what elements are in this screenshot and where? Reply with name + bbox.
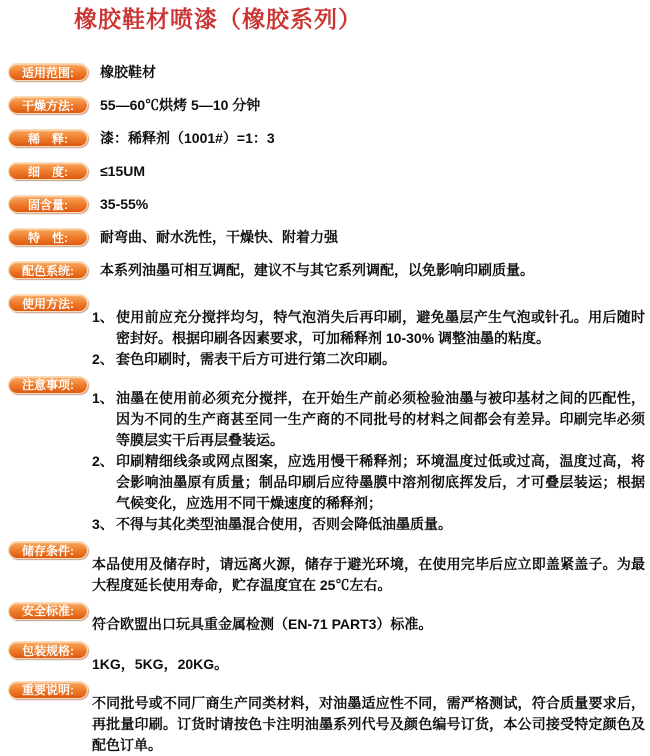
list-item-text: 不得与其化类型油墨混合使用，否则会降低油墨质量。 xyxy=(116,514,645,535)
list-item-text: 使用前应充分搅拌均匀，特气泡消失后再印刷，避免墨层产生气泡或针孔。用后随时密封好。根据印刷各因素要求，可加稀释剂 10-30% 调整油墨的粘度。 xyxy=(116,307,645,349)
section-badge: 适用范围: xyxy=(8,63,88,81)
list-item-number: 1、 xyxy=(92,307,116,349)
section-content xyxy=(92,307,645,370)
section-row-7 xyxy=(8,261,645,279)
section-row-8 xyxy=(8,294,645,370)
section-value: 橡胶鞋材 xyxy=(100,63,156,81)
product-spec-document xyxy=(0,6,650,756)
list-item xyxy=(92,307,645,349)
section-value: 35-55% xyxy=(100,195,148,213)
section-badge: 安全标准: xyxy=(8,602,88,620)
section-value: 漆：稀释剂（1001#）=1：3 xyxy=(100,129,275,147)
section-value: ≤15UM xyxy=(100,162,145,180)
section-value: 耐弯曲、耐水洗性，干燥快、附着力强 xyxy=(100,228,338,246)
section-badge: 重要说明: xyxy=(8,681,88,699)
list-item xyxy=(92,349,645,370)
section-content: 符合欧盟出口玩具重金属检测（EN-71 PART3）标准。 xyxy=(92,614,645,635)
section-value: 本系列油墨可相互调配，建议不与其它系列调配，以免影响印刷质量。 xyxy=(100,261,534,279)
section-badge: 注意事项: xyxy=(8,376,88,394)
section-content: 不同批号或不同厂商生产同类材料，对油墨适应性不同，需严格测试，符合质量要求后，再批量印刷。订货时请按色卡注明油墨系列代号及颜色编号订货，本公司接受特定颜色及配色订单。 xyxy=(92,693,645,756)
section-badge: 干燥方法: xyxy=(8,96,88,114)
section-row-11 xyxy=(8,602,645,636)
section-row-4 xyxy=(8,162,645,180)
section-badge: 特 性: xyxy=(8,228,88,246)
section-row-13 xyxy=(8,681,645,756)
section-badge: 包装规格: xyxy=(8,641,88,659)
sections-list xyxy=(0,33,650,756)
page-title: 橡胶鞋材喷漆（橡胶系列） xyxy=(74,6,650,33)
section-content: 本品使用及储存时，请远离火源，储存于避光环境，在使用完毕后应立即盖紧盖子。为最大程度延长使用寿命，贮存温度宜在 25℃左右。 xyxy=(92,554,645,596)
list-item xyxy=(92,514,645,535)
section-badge: 细 度: xyxy=(8,162,88,180)
section-badge: 固含量: xyxy=(8,195,88,213)
list-item-text: 油墨在使用前必须充分搅拌，在开始生产前必须检验油墨与被印基材之间的匹配性，因为不同的生产商甚至同一生产商的不同批号的材料之间都会有差异。印刷完毕必须等膜层实干后再层叠装运。 xyxy=(116,388,645,451)
section-row-5 xyxy=(8,195,645,213)
section-badge: 配色系统: xyxy=(8,261,88,279)
list-item-text: 套色印刷时，需表干后方可进行第二次印刷。 xyxy=(116,349,645,370)
section-value: 55—60℃烘烤 5—10 分钟 xyxy=(100,96,260,114)
list-item-number: 1、 xyxy=(92,388,116,451)
section-row-3 xyxy=(8,129,645,147)
list-item-number: 2、 xyxy=(92,349,116,370)
section-badge: 稀 释: xyxy=(8,129,88,147)
section-row-6 xyxy=(8,228,645,246)
section-content: 1KG，5KG，20KG。 xyxy=(92,654,645,675)
list-item xyxy=(92,451,645,514)
section-row-9 xyxy=(8,376,645,536)
section-badge: 储存条件: xyxy=(8,541,88,559)
list-item xyxy=(92,388,645,451)
section-badge: 使用方法: xyxy=(8,294,88,312)
list-item-number: 3、 xyxy=(92,514,116,535)
section-row-2 xyxy=(8,96,645,114)
list-item-number: 2、 xyxy=(92,451,116,514)
section-row-10 xyxy=(8,541,645,596)
section-content xyxy=(92,388,645,535)
section-row-12 xyxy=(8,641,645,675)
section-row-1 xyxy=(8,63,645,81)
list-item-text: 印刷精细线条或网点图案，应选用慢干稀释剂；环境温度过低或过高，温度过高，将会影响油墨原有质量；制品印刷后应待墨膜中溶剂彻底挥发后，才可叠层装运；根据气候变化，应选用不同干燥速度的稀释剂； xyxy=(116,451,645,514)
